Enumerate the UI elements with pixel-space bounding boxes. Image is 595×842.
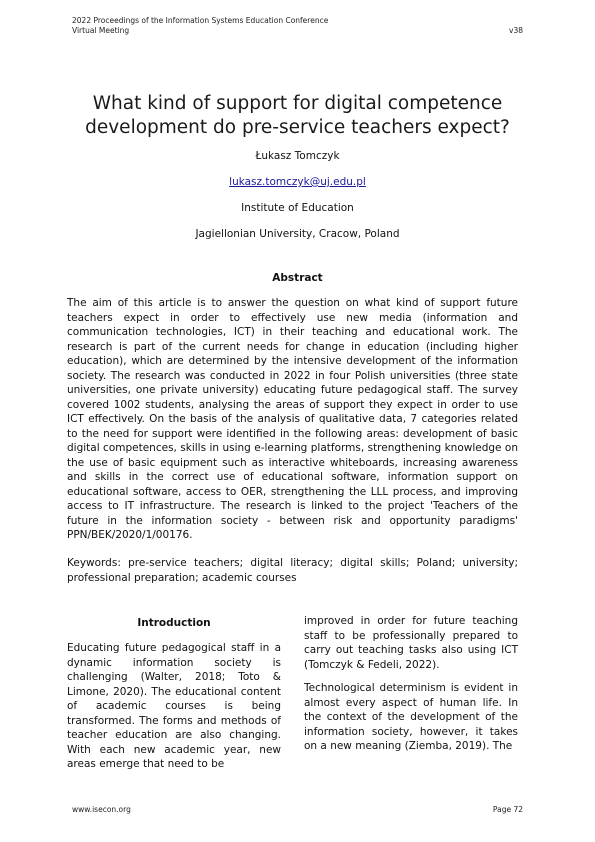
author-email-link[interactable]: lukasz.tomczyk@uj.edu.pl — [229, 176, 366, 188]
author-institute: Institute of Education — [241, 202, 354, 214]
author-block — [0, 150, 595, 254]
author-name: Łukasz Tomczyk — [255, 150, 340, 162]
volume-version: v38 — [509, 26, 523, 35]
conference-name: 2022 Proceedings of the Information Systems Education Conference — [72, 16, 329, 25]
introduction-heading: Introduction — [137, 617, 211, 629]
page-footer — [72, 805, 523, 814]
page-header — [72, 16, 523, 36]
abstract-text: The aim of this article is to answer the question on what kind of support future teachers expect in order to effectively use new media (information and communication technologies, ICT) in their teaching and educational work. The research is part of the current needs for change in education (including higher education), which are determined by the intensive development of the information society. The research was conducted in 2022 in four Polish universities (three state universities, one private university) educating future pedagogical staff. The survey covered 1002 students, analysing the areas of support they expect in order to use ICT effectively. On the basis of the analysis of qualitative data, 7 categories related to the need for support were identified in the following areas: development of basic digital competences, skills in using e-learning platforms, strengthening knowledge on the use of basic equipment such as interactive whiteboards, increasing awareness and skills in the correct use of educational software, information support on educational software, access to OER, strengthening the LLL process, and improving access to IT infrastructure. The research is linked to the project 'Teachers of the future in the information society - between risk and opportunity paradigms' PPN/BEK/2020/1/00176. — [67, 297, 518, 541]
footer-site: www.isecon.org — [72, 805, 131, 814]
page-number: Page 72 — [492, 805, 523, 814]
keywords: Keywords: pre-service teachers; digital literacy; digital skills; Poland; university; professional preparation; academic courses — [67, 557, 518, 584]
author-university: Jagiellonian University, Cracow, Poland — [195, 228, 400, 240]
right-column — [304, 614, 518, 763]
introduction-paragraph: Educating future pedagogical staff in a dynamic information society is challenging (Walter, 2018; Toto & Limone, 2020). The educational content of academic courses is being transformed. The forms and methods of teacher education are also changing. With each new academic year, new areas emerge that need to be — [67, 642, 281, 770]
introduction-paragraph: improved in order for future teaching staff to be professionally prepared to carry out teaching tasks also using ICT (Tomczyk & Fedeli, 2022). — [304, 615, 518, 671]
left-column — [67, 614, 281, 781]
conference-venue: Virtual Meeting — [72, 26, 130, 35]
paper-title: What kind of support for digital competence development do pre-service teachers expect? — [85, 93, 510, 138]
introduction-paragraph: Technological determinism is evident in almost every aspect of human life. In the context of the development of the information society, however, it takes on a new meaning (Ziemba, 2019). The — [304, 682, 518, 752]
abstract-heading: Abstract — [272, 272, 323, 284]
